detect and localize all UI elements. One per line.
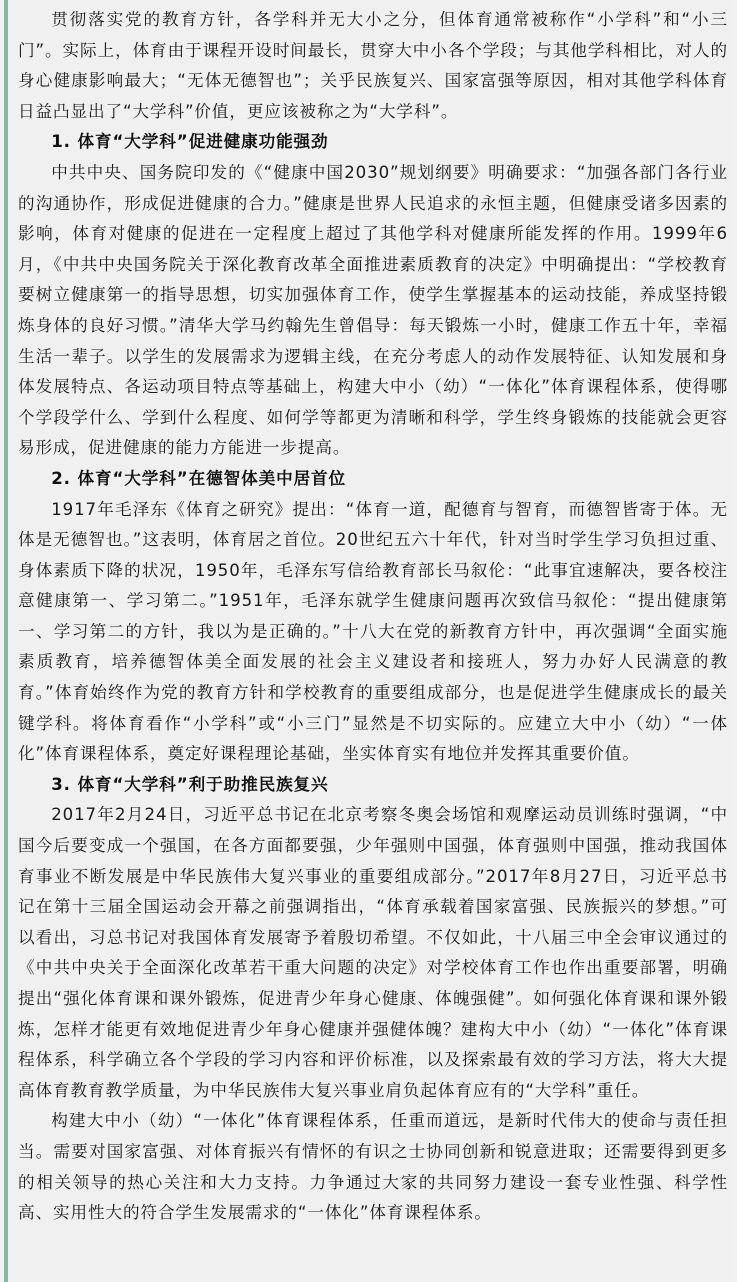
section-3-paragraph: 2017年2月24日，习近平总书记在北京考察冬奥会场馆和观摩运动员训练时强调，“中国今后要变成一个强国，在各方面都要强，少年强则中国强，体育强则中国强，推动我国体育事业不断发展是中华民族伟大复兴事业的重要组成部分。”2017年8月27日，习近平总书记在第十三届全国运动会开幕之前强调指出，“体育承载着国家富强、民族振兴的梦想。”可以看出，习总书记对我国体育发展寄予着殷切希望。不仅如此，十八届三中全会审议通过的《中共中央关于全面深化改革若干重大问题的决定》对学校体育工作也作出重要部署，明确提出“强化体育课和课外锻炼，促进青少年身心健康、体魄强健”。如何强化体育课和课外锻炼，怎样才能更有效地促进青少年身心健康并强健体魄？建构大中小（幼）“一体化”体育课程体系，科学确立各个学段的学习内容和评价标准，以及探索最有效的学习方法，将大大提高体育教育教学质量，为中华民族伟大复兴事业肩负起体育应有的“大学科”重任。 — [18, 805, 728, 1100]
document-page — [4, 0, 733, 1282]
section-2-paragraph: 1917年毛泽东《体育之研究》提出：“体育一道，配德育与智育，而德智皆寄于体。无体是无德智也。”这表明，体育居之首位。20世纪五六十年代，针对当时学生学习负担过重、身体素质下降的状况，1950年，毛泽东写信给教育部长马叙伦：“此事宜速解决，要各校注意健康第一、学习第二。”1951年，毛泽东就学生健康问题再次致信马叙伦：“提出健康第一、学习第二的方针，我以为是正确的。”十八大在党的新教育方针中，再次强调“全面实施素质教育，培养德智体美全面发展的社会主义建设者和接班人，努力办好人民满意的教育。”体育始终作为党的教育方针和学校教育的重要组成部分，也是促进学生健康成长的最关键学科。将体育看作“小学科”或“小三门”显然是不切实际的。应建立大中小（幼）“一体化”体育课程体系，奠定好课程理论基础，坐实体育实有地位并发挥其重要价值。 — [18, 499, 728, 764]
intro-paragraph: 贯彻落实党的教育方针，各学科并无大小之分，但体育通常被称作“小学科”和“小三门”。实际上，体育由于课程开设时间最长，贯穿大中小各个学段；与其他学科相比，对人的身心健康影响最大；“无体无德智也”；关乎民族复兴、国家富强等原因，相对其他学科体育日益凸显出了“大学科”价值，更应该被称之为“大学科”。 — [18, 10, 728, 121]
section-1-heading: 1. 体育“大学科”促进健康功能强劲 — [51, 132, 329, 152]
section-2-heading: 2. 体育“大学科”在德智体美中居首位 — [51, 468, 347, 488]
article-body — [18, 5, 728, 1229]
section-1-paragraph: 中共中央、国务院印发的《“健康中国2030”规划纲要》明确要求：“加强各部门各行业的沟通协作，形成促进健康的合力。”健康是世界人民追求的永恒主题，但健康受诸多因素的影响，体育对健康的促进在一定程度上超过了其他学科对健康所能发挥的作用。1999年6月，《中共中央国务院关于深化教育改革全面推进素质教育的决定》中明确提出：“学校教育要树立健康第一的指导思想，切实加强体育工作，使学生掌握基本的运动技能，养成坚持锻炼身体的良好习惯。”清华大学马约翰先生曾倡导：每天锻炼一小时，健康工作五十年，幸福生活一辈子。以学生的发展需求为逻辑主线，在充分考虑人的动作发展特征、认知发展和身体发展特点、各运动项目特点等基础上，构建大中小（幼）“一体化”体育课程体系，使得哪个学段学什么、学到什么程度、如何学等都更为清晰和科学，学生终身锻炼的技能就会更容易形成，促进健康的能力方能进一步提高。 — [18, 162, 728, 458]
section-3-heading: 3. 体育“大学科”利于助推民族复兴 — [51, 774, 329, 794]
closing-paragraph: 构建大中小（幼）“一体化”体育课程体系，任重而道远，是新时代伟大的使命与责任担当。需要对国家富强、对体育振兴有情怀的有识之士协同创新和锐意进取；还需要得到更多的相关领导的热心关注和大力支持。力争通过大家的共同努力建设一套专业性强、科学性高、实用性大的符合学生发展需求的“一体化”体育课程体系。 — [18, 1111, 728, 1223]
